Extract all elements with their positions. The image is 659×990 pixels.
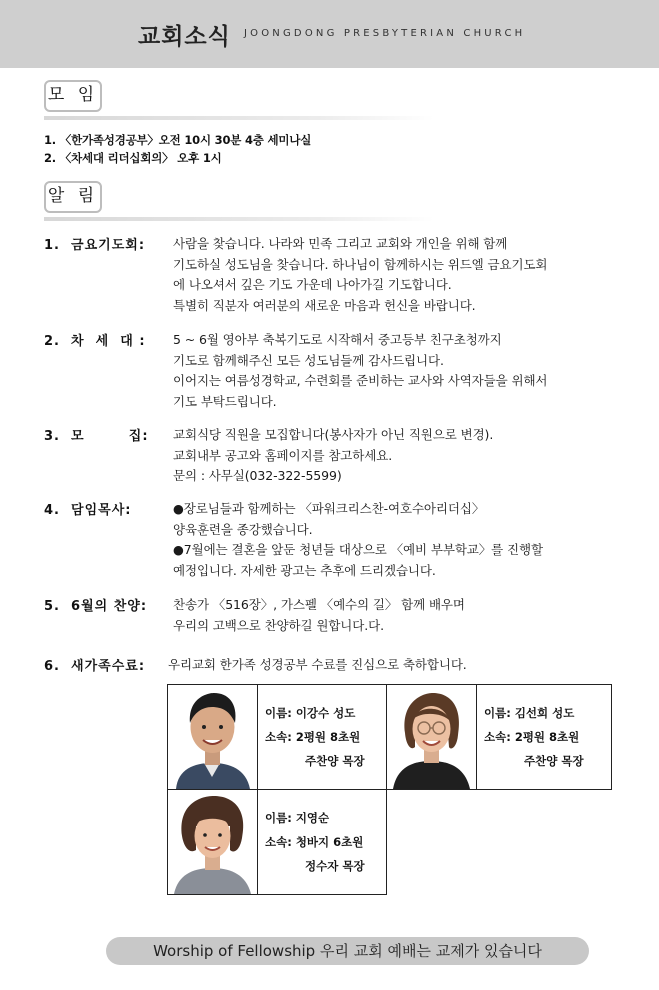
graduate-photo-male: [168, 685, 257, 789]
graduate-info-cell: [477, 685, 612, 790]
item-line: ●장로님들과 함께하는 〈파워크리스찬-여호수아리더십〉: [173, 501, 485, 516]
header-bar: [0, 0, 659, 68]
graduates-table: [167, 684, 612, 895]
graduate-group: 주찬양 목장: [524, 754, 584, 768]
church-name: JOONGDONG PRESBYTERIAN CHURCH: [244, 28, 526, 39]
graduate-photo-female: [387, 685, 476, 789]
item-line: 교회식당 직원을 모집합니다(봉사자가 아닌 직원으로 변경).: [173, 427, 494, 442]
item-line: 우리의 고백으로 찬양하길 원합니다.다.: [173, 617, 384, 633]
item-line: 기도로 함께해주신 모든 성도님들께 감사드립니다.: [173, 352, 444, 368]
item-label: 4. 담임목사:: [44, 503, 132, 518]
announcements-heading: 알 림: [44, 181, 102, 213]
item-label: 1. 금요기도회:: [44, 238, 146, 253]
graduate-group: 정수자 목장: [305, 859, 365, 873]
item-label: 5. 6월의 찬양:: [44, 599, 148, 614]
item-line: 교회내부 공고와 홈페이지를 참고하세요.: [173, 447, 393, 463]
footer-banner: Worship of Fellowship 우리 교회 예배는 교제가 있습니다: [106, 937, 589, 965]
graduate-name: 이름: 지영순: [265, 811, 330, 825]
item-line: 특별히 직분자 여러분의 새로운 마음과 헌신을 바랍니다.: [173, 297, 476, 313]
graduate-affiliation: 소속: 2평원 8초원: [484, 730, 580, 744]
item-line: 기도 부탁드립니다.: [173, 393, 277, 409]
meetings-divider: [44, 116, 434, 120]
item-line: ●7월에는 결혼을 앞둔 청년들 대상으로 〈예비 부부학교〉를 진행할: [173, 542, 543, 557]
item-line: 우리교회 한가족 성경공부 수료를 진심으로 축하합니다.: [168, 657, 467, 672]
meetings-heading: 모 임: [44, 80, 102, 112]
item-line: 찬송가 〈516장〉, 가스펠 〈예수의 길〉 함께 배우며: [173, 597, 465, 612]
item-label: 6. 새가족수료:: [44, 659, 146, 674]
meeting-item: 2. 〈차세대 리더십회의〉 오후 1시: [44, 151, 222, 165]
item-label: 3. 모 집:: [44, 429, 149, 444]
item-label: 2. 차 세 대 :: [44, 334, 146, 349]
item-line: 문의 : 사무실(032-322-5599): [173, 468, 342, 483]
item-line: 이어지는 여름성경학교, 수련회를 준비하는 교사와 사역자들을 위해서: [173, 373, 548, 388]
announcements-divider: [44, 217, 434, 221]
item-line: 기도하실 성도님을 찾습니다. 하나님이 함께하시는 위드엘 금요기도회: [173, 256, 548, 272]
graduate-photo-cell: [168, 685, 258, 790]
item-line: 에 나오셔서 깊은 기도 가운데 나아가길 기도합니다.: [173, 277, 452, 292]
item-line: 예정입니다. 자세한 광고는 추후에 드리겠습니다.: [173, 562, 436, 578]
item-line: 사람을 찾습니다. 나라와 민족 그리고 교회와 개인을 위해 함께: [173, 236, 508, 251]
graduate-name: 이름: 김선희 성도: [484, 706, 575, 720]
item-line: 5 ~ 6월 영아부 축복기도로 시작해서 중고등부 친구초청까지: [173, 332, 502, 347]
graduate-name: 이름: 이강수 성도: [265, 706, 356, 720]
graduate-affiliation: 소속: 청바지 6초원: [265, 835, 364, 849]
meeting-item: 1. 〈한가족성경공부〉오전 10시 30분 4층 세미나실: [44, 133, 312, 147]
graduate-photo-cell: [168, 790, 258, 895]
page-title: 교회소식: [138, 24, 231, 50]
graduate-group: 주찬양 목장: [305, 754, 365, 768]
item-line: 양육훈련을 종강했습니다.: [173, 521, 313, 537]
graduate-affiliation: 소속: 2평원 8초원: [265, 730, 361, 744]
graduate-info-cell: [258, 790, 387, 895]
graduate-photo-cell: [387, 685, 477, 790]
graduate-info-cell: [258, 685, 387, 790]
graduate-photo-female: [168, 790, 257, 894]
